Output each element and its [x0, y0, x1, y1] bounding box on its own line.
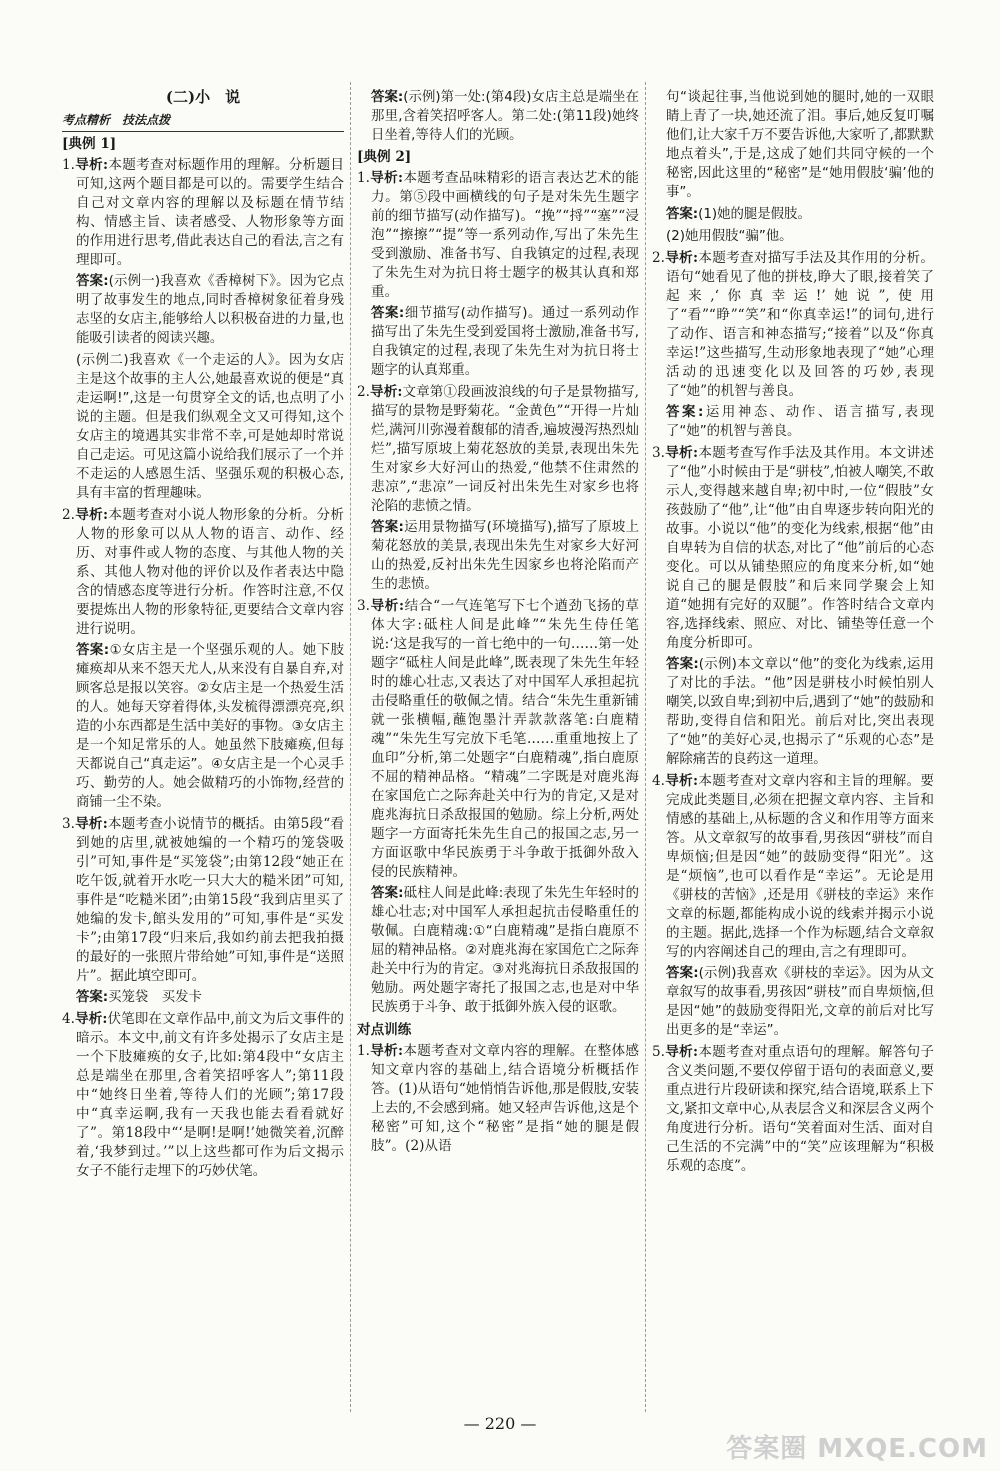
- answer-block: 答案:买笼袋 买发卡: [76, 990, 202, 1005]
- answer-block: 答案:(1)她的腿是假肢。: [666, 207, 811, 222]
- answer-block: (2)她用假肢“骗”他。: [666, 229, 793, 244]
- column-divider: [645, 82, 646, 1412]
- answer-block: 答案:(示例)本文章以“他”的变化为线索,运用了对比的手法。“他”因是骈枝小时候怕别人嘲笑,以致自卑;到初中后,遇到了“她”的鼓励和帮助,变得自信和阳光。前后对比,突出表现了“她”的美好心灵,也揭示了“乐观的心态”是解除痛苦的良药这一道理。: [666, 657, 934, 767]
- answer-block: 答案:(示例)第一处:(第4段)女店主总是端坐在那里,含着笑招呼客人。第二处:(第11段)她终日坐着,等待人们的光顾。: [371, 90, 639, 143]
- column-1: [62, 88, 344, 1183]
- analysis-item: 2.导析:本题考查对小说人物形象的分析。分析人物的形象可以从人物的语言、动作、经历、对事件或人物的态度、与其他人物的关系、其他人物对他的评价以及作者表达中隐含的情感态度等进行分析。作答时注意,不仅要提炼出人物的形象特征,更要结合文章内容进行说明。: [62, 507, 344, 637]
- column-divider: [350, 82, 351, 1412]
- answer-block: 答案:(示例)我喜欢《骈枝的幸运》。因为从文章叙写的故事看,男孩因“骈枝”而自卑烦恼,但是因“她”的鼓励变得阳光,文章的前后对比写出更多的是“幸运”。: [666, 966, 935, 1038]
- answer-block: 答案:砥柱人间是此峰:表现了朱先生年轻时的雄心壮志;对中国军人承担起抗击侵略重任的敬佩。白鹿精魂:①“白鹿精魂”是指白鹿原不屈的精神品格。②对鹿兆海在家国危亡之际奔赴关中行为的肯定。③对兆海抗日杀敌报国的勉励。两处题字寄托了报国之志,也是对中华民族勇于斗争、敢于抵御外族入侵的讴歌。: [371, 886, 639, 1015]
- analysis-item: 4.导析:伏笔即在文章作品中,前文为后文事件的暗示。本文中,前文有许多处揭示了女店主是一个下肢瘫痪的女子,比如:第4段中“女店主总是端坐在那里,含着笑招呼客人”;第11段中“她终日坐着,等待人们的光顾”;第17段中“真幸运啊,我有一天我也能去看看就好了”。第18段中“‘是啊!是啊!’她微笑着,沉醉着,‘我梦到过。’”以上这些都可作为后文揭示女子不能行走埋下的巧妙伏笔。: [62, 1011, 344, 1179]
- analysis-item: 5.导析:本题考查对重点语句的理解。解答句子含义类问题,不要仅停留于语句的表面意义,要重点进行片段研读和探究,结合语境,联系上下文,紧扣文章中心,从表层含义和深层含义两个角度进行分析。语句“笑着面对生活、面对自己生活的不完满”中的“笑”应该理解为“积极乐观的态度”。: [652, 1044, 934, 1174]
- analysis-item: 3.导析:结合“一气连笔写下七个遒劲飞扬的草体大字:砥柱人间是此峰”“朱先生侍任笔说:‘这是我写的一首七绝中的一句……第一处题字“砥柱人间是此峰”,既表现了朱先生年轻时的雄心壮志,又表达了对中国军人承担起抗击侵略重任的敬佩之情。结合“朱先生重新铺就一张横幅,蘸饱墨汁弄款款落笔:白鹿精魂”“朱先生写完放下毛笔……重重地按上了血印”分析,第二处题字“白鹿精魂”,指白鹿原不屈的精神品格。“精魂”二字既是对鹿兆海在家国危亡之际奔赴关中行为的肯定,又是对鹿兆海抗日杀敌报国的勉励。综上分析,两处题字一方面寄托朱先生自己的报国之志,另一方面讴歌中华民族勇于斗争敢于抵御外敌入侵的民族精神。: [357, 598, 639, 880]
- analysis-item: 1.导析:本题考查品味精彩的语言表达艺术的能力。第⑤段中画横线的句子是对朱先生题字前的细节描写(动作描写)。“挽”“捋”“塞”“浸泡”“擦擦”“提”等一系列动作,写出了朱先生受到激励、准备书写、自我镇定的过程,表现了朱先生对为抗日将士题字的极其认真和郑重。: [357, 170, 639, 300]
- column-3: [652, 88, 934, 1178]
- answer-block: 答案:运用景物描写(环境描写),描写了原坡上菊花怒放的美景,表现出朱先生对家乡大好河山的热爱,反衬出朱先生因家乡也将沦陷而产生的悲愤。: [371, 520, 639, 592]
- analysis-item: 4.导析:本题考查对文章内容和主旨的理解。要完成此类题目,必须在把握文章内容、主旨和情感的基础上,从标题的含义和作用等方面来答。从文章叙写的故事看,男孩因“骈枝”而自卑烦恼;但是因“她”的鼓励变得“阳光”。这是“烦恼”,也可以看作是“幸运”。无论是用《骈枝的苦恼》,还是用《骈枝的幸运》来作文章的标题,都能构成小说的线索并揭示小说的主题。据此,选择一个作为标题,结合文章叙写的内容阐述自己的理由,言之有理即可。: [652, 773, 934, 960]
- analysis-item: 1.导析:本题考查对标题作用的理解。分析题目可知,这两个题目都是可以的。需要学生结合自己对文章内容的理解以及标题在情节结构、情感主旨、读者感受、人物形象等方面的作用进行思考,借此表达自己的看法,言之有理即可。: [62, 157, 344, 268]
- subheading: 考点精析 技法点拨: [62, 111, 344, 132]
- column-2: [357, 88, 639, 1158]
- analysis-item: 2.导析:文章第①段画波浪线的句子是景物描写,描写的景物是野菊花。“金黄色”“开得一片灿烂,满河川弥漫着馥郁的清香,遍坡漫泻热烈灿烂”,描写原坡上菊花怒放的美景,表现出朱先生对家乡大好河山的热爱,“他禁不住肃然的悲凉”,“悲凉”一词反衬出朱先生对家乡也将沦陷的悲愤之情。: [357, 384, 639, 514]
- answer-block: 答案:①女店主是一个坚强乐观的人。她下肢瘫痪却从来不怨天尤人,从来没有自暴自弃,对顾客总是报以笑容。②女店主是一个热爱生活的人。她每天穿着得体,头发梳得漂漂亮亮,织造的小东西都是生活中美好的事物。③女店主是一个知足常乐的人。她虽然下肢瘫痪,但每天都说自己“真走运”。④女店主是一个心灵手巧、勤劳的人。她会做精巧的小饰物,经营的商铺一尘不染。: [76, 643, 344, 810]
- answer-block: (示例二)我喜欢《一个走运的人》。因为女店主是这个故事的主人公,她最喜欢说的便是“真走运啊!”,这是一句贯穿全文的话,也点明了小说的主题。但是我们纵观全文又可得知,这个女店主的境遇其实非常不幸,可是她却时常说自己走运。可见这篇小说给我们展示了一个并不走运的人感恩生活、坚强乐观的积极心态,具有丰富的哲理趣味。: [76, 353, 344, 501]
- example-tag: [典例 2]: [357, 149, 412, 165]
- analysis-item: 3.导析:本题考查小说情节的概括。由第5段“看到她的店里,就被她编的一个精巧的笼袋吸引”可知,事件是“买笼袋”;由第12段“她正在吃午饭,就着开水吃一只大大的糙米团”可知,事件是“吃糙米团”;由第15段“我到店里买了她编的发卡,館头发用的”可知,事件是“买发卡”;由第17段“归来后,我如约前去把我拍摄的最好的一张照片带给她”可知,事件是“送照片”。据此填空即可。: [62, 816, 344, 984]
- training-heading: 对点训练: [357, 1022, 412, 1038]
- answer-block: 答案:(示例一)我喜欢《香樟树下》。因为它点明了故事发生的地点,同时香樟树象征着身残志坚的女店主,能够给人以积极奋进的力量,也能吸引读者的阅读兴趣。: [76, 274, 345, 346]
- analysis-item: 1.导析:本题考查对文章内容的理解。在整体感知文章内容的基础上,结合语境分析概括作答。(1)从语句“她悄悄告诉他,那是假肢,安装上去的,不会感到痛。她又轻声告诉他,这是个秘密”可知,这个“秘密”是指“她的腿是假肢”。(2)从语: [357, 1043, 639, 1154]
- analysis-item: 2.导析:本题考查对描写手法及其作用的分析。语句“她看见了他的拼枝,睁大了眼,接着笑了起来,‘你真幸运!’她说”,使用了“看”“睁”“笑”和“你真幸运!”的词句,进行了动作、语言和神态描写;“接着”以及“你真幸运!”这些描写,生动形象地表现了“她”心理活动的迅速变化以及回答的巧妙,表现了“她”的机智与善良。: [652, 250, 934, 399]
- continued-text: 句“谈起往事,当他说到她的腿时,她的一双眼睛上青了一块,她还流了泪。事后,她反复叮嘱他们,让大家千万不要告诉他,大家听了,都默默地点着头”,于是,这成了她们共同守候的一个秘密,因此这里的“秘密”是“她用假肢‘骗’他的事”。: [666, 90, 934, 200]
- example-tag: [典例 1]: [62, 136, 117, 152]
- watermark: 答案圈 MXQE.COM: [726, 1434, 988, 1464]
- answer-block: 答案:运用神态、动作、语言描写,表现了“她”的机智与善良。: [666, 405, 934, 439]
- page-number: — 220 —: [463, 1414, 537, 1433]
- section-title: (二)小 说: [165, 88, 241, 106]
- analysis-item: 3.导析:本题考查写作手法及其作用。本文讲述了“他”小时候由于是“骈枝”,怕被人嘲笑,不敢示人,变得越来越自卑;初中时,一位“假肢”女孩鼓励了“他”,让“他”由自卑逐步转向阳光的故事。小说以“他”的变化为线索,根据“他”由自卑转为自信的状态,对比了“他”前后的心态变化。可以从铺垫照应的角度来分析,如“她说自己的腿是假肢”和后来同学聚会上知道“她拥有完好的双腿”。作答时结合文章内容,选择线索、照应、对比、铺垫等任意一个角度分析即可。: [652, 445, 934, 651]
- answer-block: 答案:细节描写(动作描写)。通过一系列动作描写出了朱先生受到爱国将士激励,准备书写,自我镇定的过程,表现了朱先生对为抗日将士题字的认真郑重。: [371, 306, 640, 378]
